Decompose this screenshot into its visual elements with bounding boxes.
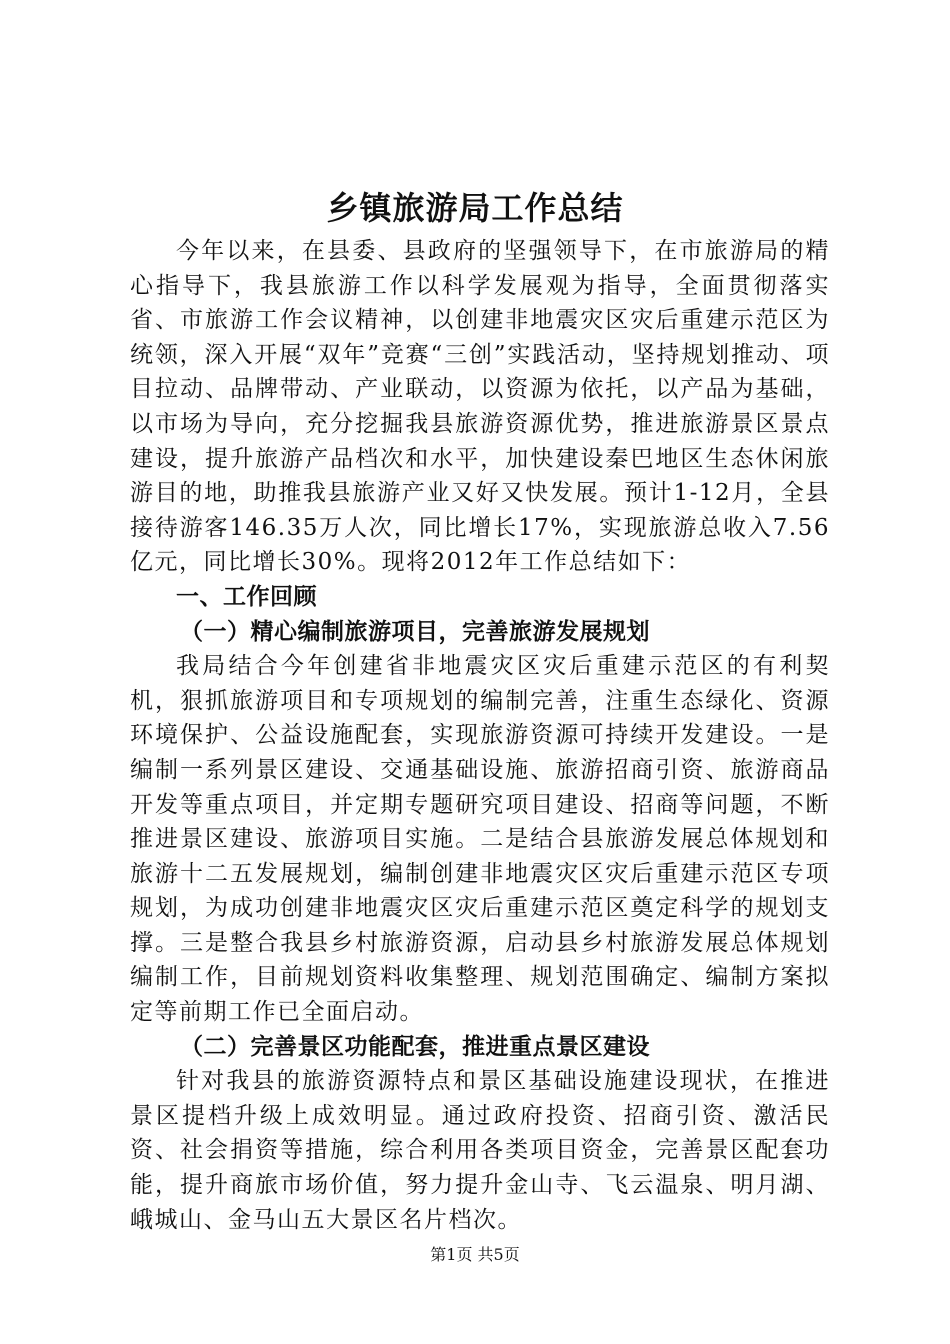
body-paragraph: 针对我县的旅游资源特点和景区基础设施建设现状，在推进景区提档升级上成效明显。通过政府投资、招商引资、激活民资、社会捐资等措施，综合利用各类项目资金，完善景区配套功能，提升商旅市场价值，努力提升金山寺、飞云温泉、明月湖、峨城山、金马山五大景区名片档次。 [130,1068,830,1233]
subsection-heading: （一）精心编制旅游项目，完善旅游发展规划 [180,618,650,645]
page-footer: 第1页 共5页 [430,1245,520,1264]
document-body [130,234,830,1237]
intro-paragraph: 今年以来，在县委、县政府的坚强领导下，在市旅游局的精心指导下，我县旅游工作以科学发展观为指导，全面贯彻落实省、市旅游工作会议精神，以创建非地震灾区灾后重建示范区为统领，深入开展“双年”竞赛“三创”实践活动，坚持规划推动、项目拉动、品牌带动、产业联动，以资源为依托，以产品为基础，以市场为导向，充分挖掘我县旅游资源优势，推进旅游景区景点建设，提升旅游产品档次和水平，加快建设秦巴地区生态休闲旅游目的地，助推我县旅游产业又好又快发展。预计1-12月，全县接待游客146.35万人次，同比增长17%，实现旅游总收入7.56亿元，同比增长30%。现将2012年工作总结如下： [130,238,830,576]
section-heading: 一、工作回顾 [176,583,317,610]
subsection-heading: （二）完善景区功能配套，推进重点景区建设 [180,1033,650,1060]
body-paragraph: 我局结合今年创建省非地震灾区灾后重建示范区的有利契机，狠抓旅游项目和专项规划的编制完善，注重生态绿化、资源环境保护、公益设施配套，实现旅游资源可持续开发建设。一是编制一系列景区建设、交通基础设施、旅游招商引资、旅游商品开发等重点项目，并定期专题研究项目建设、招商等问题，不断推进景区建设、旅游项目实施。二是结合县旅游发展总体规划和旅游十二五发展规划，编制创建非地震灾区灾后重建示范区专项规划，为成功创建非地震灾区灾后重建示范区奠定科学的规划支撑。三是整合我县乡村旅游资源，启动县乡村旅游发展总体规划编制工作，目前规划资料收集整理、规划范围确定、编制方案拟定等前期工作已全面启动。 [130,653,830,1026]
document-title: 乡镇旅游局工作总结 [326,189,624,227]
